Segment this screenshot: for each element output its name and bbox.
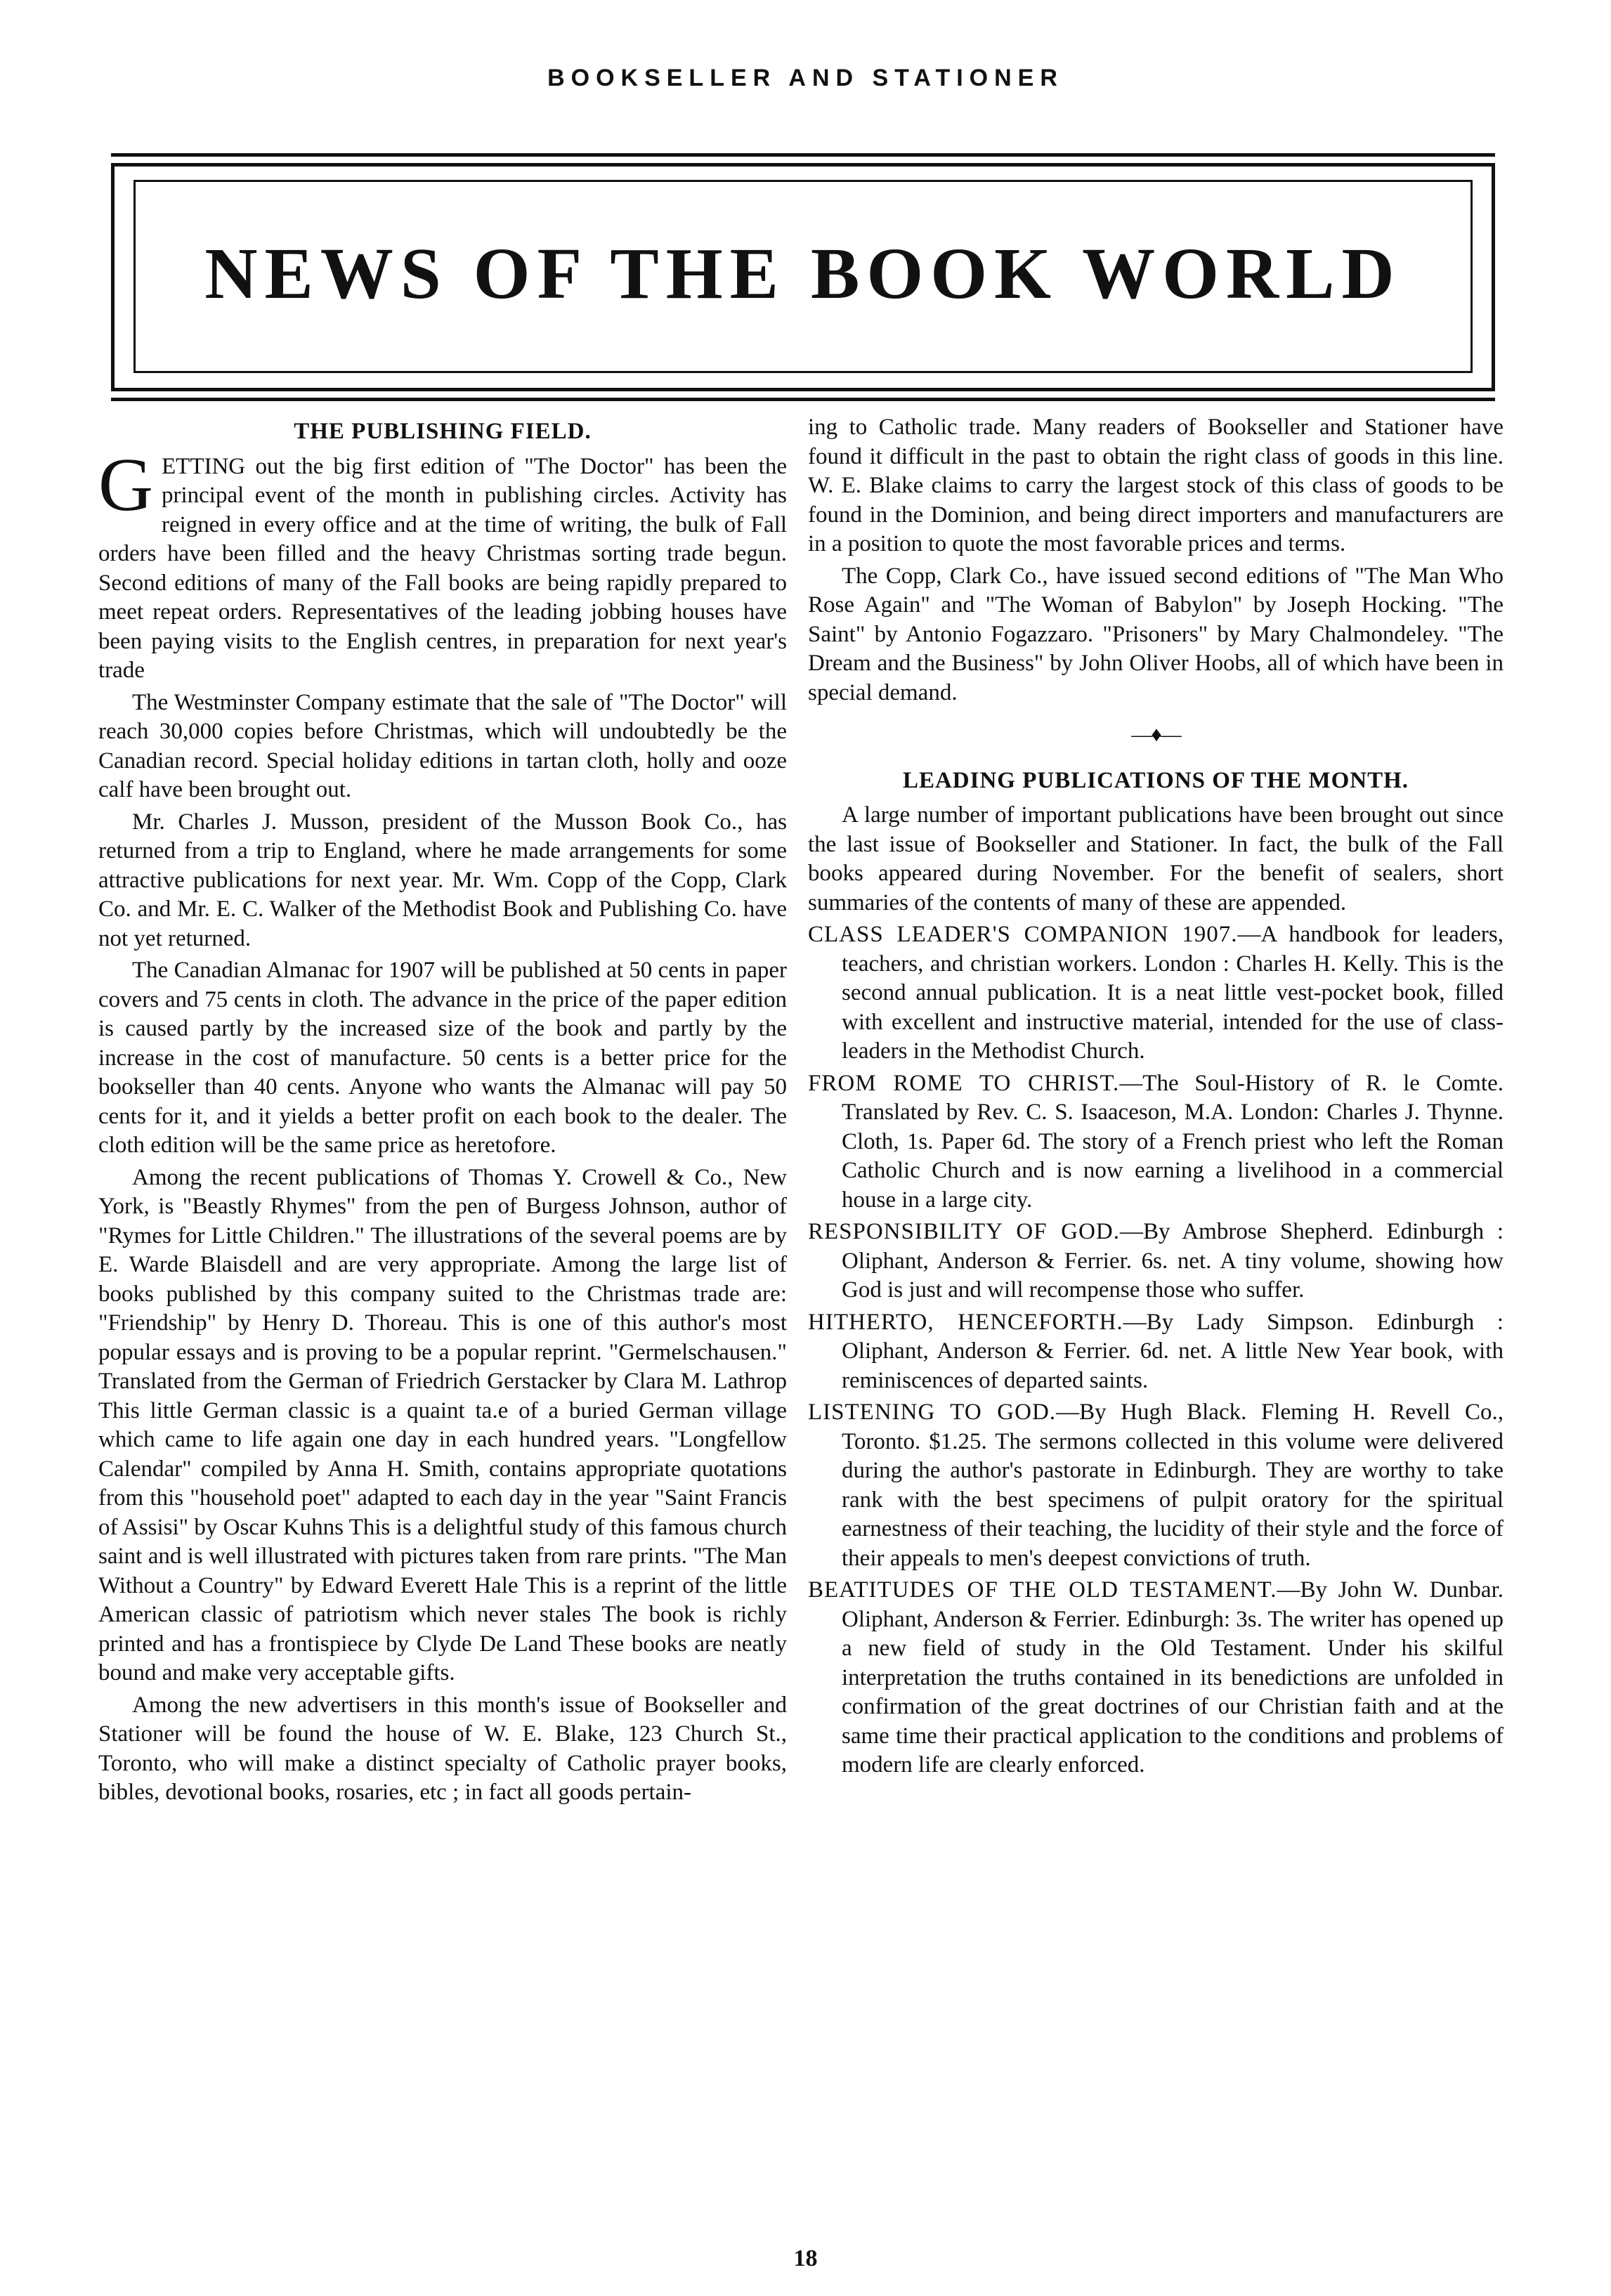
- article-paragraph: The Copp, Clark Co., have issued second editions of "The Man Who Rose Again" and "The Woman of Babylon" by Joseph Hocking. "The Saint" by Antonio Fogazzaro. "Prisoners" by Mary Chalmondeley. "The Dream and the Business" by John Oliver Hoobs, all of which have been in special demand.: [808, 563, 1504, 705]
- entry-title: BEATITUDES OF THE OLD TESTAMENT.: [808, 1577, 1277, 1603]
- article-paragraph: The Westminster Company estimate that the sale of "The Doctor" will reach 30,000 copies before Christmas, which will undoubtedly be the Canadian record. Special holiday editions in tartan cloth, holly and ooze calf have been brought out.: [98, 689, 787, 802]
- entry-title: LISTENING TO GOD.: [808, 1400, 1057, 1425]
- entry-title: FROM ROME TO CHRIST.: [808, 1070, 1120, 1096]
- publication-entry: [808, 1069, 1504, 1215]
- entry-text: —A handbook for leaders, teachers, and christian workers. London : Charles H. Kelly. This is the second annual publication. It is a neat little vest-pocket book, filled with excellent and instructive material, intended for the use of class-leaders in the Methodist Church.: [842, 922, 1504, 1064]
- drop-cap: G: [98, 443, 153, 527]
- title-rule-top: [111, 153, 1495, 157]
- page-number: 18: [793, 2245, 818, 2271]
- entry-title: HITHERTO, HENCEFORTH.: [808, 1309, 1123, 1335]
- left-column: [98, 413, 787, 1811]
- running-head: BOOKSELLER AND STATIONER: [547, 65, 1064, 91]
- entry-title: RESPONSIBILITY OF GOD.: [808, 1219, 1120, 1244]
- article-paragraph: Among the recent publications of Thomas Y. Crowell & Co., New York, is "Beastly Rhymes" from the pen of Burgess Johnson, author of "Rymes for Little Children." The illustrations of the several poems are by E. Warde Blaisdell and are very appropriate. Among the large list of books published by this company suited to the Christmas trade are: "Friendship" by Henry D. Thoreau. This is one of this author's most popular essays and is proving to be a popular reprint. "Germelschausen." Translated from the German of Friedrich Gerstacker by Clara M. Lathrop This little German classic is a quaint ta.e of a buried German village which came to life again one day in each hundred years. "Longfellow Calendar" compiled by Anna H. Smith, contains appropriate quotations from this "household poet" adapted to each day in the year "Saint Francis of Assisi" by Oscar Kuhns This is a delightful study of this famous church saint and is well illustrated with pictures taken from rare prints. "The Man Without a Country" by Edward Everett Hale This is a reprint of the little American classic of patriotism which never stales The book is richly printed and has a frontispiece by Clyde De Land These books are neatly bound and make very acceptable gifts.: [98, 1164, 787, 1685]
- right-column: [808, 413, 1504, 1783]
- entry-text: —By John W. Dunbar. Oliphant, Anderson & Ferrier. Edinburgh: 3s. The writer has opened up a new field of study in the Old Testament. Under his skilful interpretation the truths contained in its benedictions are unfolded in confirmation of the great doctrines of our Christian faith and at the same time their practical application to the conditions and problems of modern life are clearly enforced.: [842, 1577, 1504, 1778]
- entry-text: —By Hugh Black. Fleming H. Revell Co., Toronto. $1.25. The sermons collected in this volume were delivered during the author's pastorate in Edinburgh. They are worthy to take rank with the best specimens of pulpit oratory for the spiritual earnestness of their teaching, the lucidity of their style and the force of their appeals to men's deepest convictions of truth.: [842, 1400, 1504, 1571]
- article-paragraph: [98, 443, 787, 686]
- article-paragraph: Mr. Charles J. Musson, president of the Musson Book Co., has returned from a trip to England, where he made arrangements for some attractive publications for next year. Mr. Wm. Copp of the Copp, Clark Co. and Mr. E. C. Walker of the Methodist Book and Publishing Co. have not yet returned.: [98, 809, 787, 951]
- publication-entry: [808, 920, 1504, 1067]
- section-heading-leading-publications: LEADING PUBLICATIONS OF THE MONTH.: [902, 767, 1409, 793]
- title-rule-bottom: [111, 398, 1495, 401]
- publication-entry: [808, 1308, 1504, 1396]
- page-title: NEWS OF THE BOOK WORLD: [204, 233, 1402, 314]
- entry-text: —By Lady Simpson. Edinburgh : Oliphant, Anderson & Ferrier. 6d. net. A little New Year book, with reminiscences of departed saints.: [842, 1309, 1504, 1393]
- article-paragraph: Among the new advertisers in this month's issue of Bookseller and Stationer will be found the house of W. E. Blake, 123 Church St., Toronto, who will make a distinct specialty of Catholic prayer books, bibles, devotional books, rosaries, etc ; in fact all goods pertain-: [98, 1692, 787, 1805]
- article-paragraph-continued: ing to Catholic trade. Many readers of Bookseller and Stationer have found it difficult in the past to obtain the right class of goods in this line. W. E. Blake claims to carry the largest stock of this class of goods to be found in the Dominion, and being direct importers and manufacturers are in a position to quote the most favorable prices and terms.: [808, 415, 1504, 556]
- entry-title: CLASS LEADER'S COMPANION 1907.: [808, 922, 1238, 947]
- article-paragraph: A large number of important publications have been brought out since the last issue of Bookseller and Stationer. In fact, the bulk of the Fall books appeared during November. For the benefit of sealers, short summaries of the contents of many of these are appended.: [808, 802, 1504, 915]
- publication-entry: [808, 1398, 1504, 1573]
- publication-entry: [808, 1576, 1504, 1780]
- ornament-divider: —♦—: [1131, 723, 1180, 746]
- entry-text: —The Soul-History of R. le Comte. Translated by Rev. C. S. Isaaceson, M.A. London: Charles J. Thynne. Cloth, 1s. Paper 6d. The story of a French priest who left the Roman Catholic Church and is now earning a livelihood in a commercial house in a large city.: [842, 1070, 1504, 1213]
- publication-entry: [808, 1218, 1504, 1305]
- article-paragraph: The Canadian Almanac for 1907 will be published at 50 cents in paper covers and 75 cents in cloth. The advance in the price of the paper edition is caused partly by the increased size of the book and partly by the increase in the cost of manufacture. 50 cents is a better price for the bookseller than 40 cents. Anyone who wants the Almanac will pay 50 cents for it, and it yields a better profit on each book to the dealer. The cloth edition will be the same price as heretofore.: [98, 958, 787, 1158]
- section-heading-publishing-field: THE PUBLISHING FIELD.: [294, 419, 592, 444]
- entry-text: —By Ambrose Shepherd. Edinburgh : Oliphant, Anderson & Ferrier. 6s. net. A tiny volume, showing how God is just and will recompense those who suffer.: [842, 1219, 1504, 1303]
- paragraph-text: ETTING out the big first edition of "The Doctor" has been the principal event of the month in publishing circles. Activity has reigned in every office and at the time of writing, the bulk of Fall orders have been filled and the heavy Christmas sorting trade begun. Second editions of many of the Fall books are being rapidly prepared to meet repeat orders. Representatives of the leading jobbing houses have been paying visits to the English centres, in preparation for next year's trade: [98, 453, 787, 683]
